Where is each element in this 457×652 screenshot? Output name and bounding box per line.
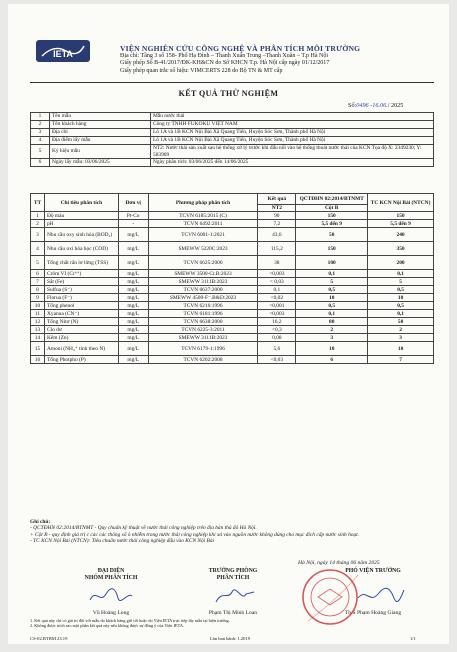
signature-analyst: ĐẠI DIỆN NHÓM PHÂN TÍCH Vũ Hoàng Long: [46, 568, 176, 582]
ieta-logo: [36, 40, 90, 62]
header-line: Địa chỉ: Tầng 3 số 158- Phố Hạ Đình – Thanh Xuân Trung –Thanh Xuân – T.p Hà Nội: [120, 53, 329, 60]
result-tt: 6: [31, 270, 45, 278]
result-tc-limit: 0,5: [368, 286, 434, 294]
result-method: TCVN 6625:2000: [148, 256, 258, 270]
header-line: Giấy phép Số B-41/2017/ĐK-KH&CN do Sở KHCN T.p. Hà Nội cấp ngày 01/12/2017: [120, 60, 330, 67]
result-qc-limit: 0,1: [296, 270, 368, 278]
result-tc-limit: 350: [368, 242, 434, 256]
result-value: 16,2: [258, 318, 296, 326]
result-param: Kẽm (Zn): [44, 334, 118, 342]
result-tt: 12: [31, 318, 45, 326]
info-key: Tên mẫu: [50, 113, 151, 121]
result-row: [31, 342, 434, 356]
info-row: [31, 113, 434, 121]
result-tt: 3: [31, 228, 45, 242]
result-param: pH: [44, 220, 118, 228]
result-qc-limit: 5: [296, 278, 368, 286]
results-table: [30, 193, 434, 364]
result-unit: mg/L: [118, 228, 148, 242]
col-tt: TT: [31, 194, 45, 212]
result-param: Sắt (Fe): [44, 278, 118, 286]
signature-scribble-icon: [88, 586, 134, 606]
result-qc-limit: 2: [296, 326, 368, 334]
result-param: Tổng Photpho (P): [44, 356, 118, 364]
result-row: [31, 270, 434, 278]
result-tc-limit: 5,5 đến 9: [368, 220, 434, 228]
result-method: TCVN 6225-3:2011: [148, 326, 258, 334]
col-unit: Đơn vị: [118, 194, 148, 212]
result-unit: mg/L: [118, 318, 148, 326]
result-value: <0,03: [258, 356, 296, 364]
form-code: CS-02.BTBM 23.19: [30, 636, 68, 641]
footnote: 1. Kết quả này chỉ có giá trị đối với mẫu do khách hàng gửi tới hoặc do Viện IETA trực tiếp lấy mẫu tại hiện trường.: [30, 618, 230, 623]
note-line: + Cột B - quy định giá trị c các các thông số ô nhiễm trong nước thải công nghiệp khi xả vào nguồn nước không dùng cho mục đích cấp nước sinh hoạt.: [30, 531, 359, 538]
result-tc-limit: 2: [368, 326, 434, 334]
result-unit: mg/L: [118, 342, 148, 356]
result-tt: 13: [31, 326, 45, 334]
result-tt: 9: [31, 294, 45, 302]
result-tc-limit: 50: [368, 318, 434, 326]
result-unit: mg/L: [118, 302, 148, 310]
result-qc-limit: 100: [296, 256, 368, 270]
report-page: [8, 4, 449, 644]
col-method: Phương pháp phân tích: [148, 194, 258, 212]
info-num: 1: [31, 113, 50, 121]
report-number: Số:0496 -16.06./ 2025: [348, 102, 404, 109]
result-tt: 7: [31, 278, 45, 286]
col-tc: TC KCN Nội Bài (NTCN): [368, 194, 434, 212]
director-name: Th.S Phạm Hoàng Giang: [344, 610, 402, 616]
signature-director: PHÓ VIỆN TRƯỞNG Th.S Phạm Hoàng Giang: [308, 568, 438, 575]
result-unit: mg/L: [118, 310, 148, 318]
col-result-sub: NT2: [258, 205, 296, 212]
note-line: - TC KCN Nội Bài (NTCN): Tiêu chuẩn nước thải công nghiệp đấu vào KCN Nội Bài: [30, 538, 215, 545]
header-line: Giấy phép quan trắc số hiệu: VIMCERTS 228 do Bộ TN & MT cấp: [120, 67, 283, 74]
result-value: <0,003: [258, 310, 296, 318]
info-key: Ngày lấy mẫu: 03/06/2025: [50, 159, 151, 167]
result-value: 90: [258, 212, 296, 220]
result-param: Clo dư: [44, 326, 118, 334]
result-tc-limit: 200: [368, 256, 434, 270]
info-num: 2: [31, 121, 50, 129]
result-method: TCVN 6179-1:1996: [148, 342, 258, 356]
result-method: TCVN 6216:1996: [148, 302, 258, 310]
col-qc-sub: Cột B: [296, 205, 368, 212]
result-qc-limit: 50: [296, 228, 368, 242]
result-tc-limit: 10: [368, 294, 434, 302]
result-tt: 1: [31, 212, 45, 220]
result-value: <0,001: [258, 302, 296, 310]
result-param: Nhu cầu oxy sinh hóa (BOD₅): [44, 228, 118, 242]
signature-scribble-icon: [356, 586, 406, 606]
result-value: 0,1: [258, 286, 296, 294]
result-tc-limit: 10: [368, 342, 434, 356]
result-row: [31, 242, 434, 256]
result-method: SMEWW 5220C:2023: [148, 242, 258, 256]
result-row: [31, 334, 434, 342]
result-tt: 16: [31, 356, 45, 364]
result-row: [31, 278, 434, 286]
result-tc-limit: 5: [368, 278, 434, 286]
result-tc-limit: 0,1: [368, 270, 434, 278]
info-row: [31, 137, 434, 145]
result-tt: 5: [31, 256, 45, 270]
result-row: [31, 256, 434, 270]
info-row: [31, 145, 434, 159]
result-qc-limit: 150: [296, 212, 368, 220]
result-qc-limit: 10: [296, 294, 368, 302]
info-value: Lô 1A và 1B KCN Nội Bài Xã Quang Tiến, Huyện Sóc Sơn, Thành phố Hà Nội: [151, 137, 434, 145]
result-param: Crôm VI (Cr⁶⁺): [44, 270, 118, 278]
result-unit: mg/L: [118, 294, 148, 302]
result-qc-limit: 80: [296, 318, 368, 326]
result-qc-limit: 10: [296, 342, 368, 356]
handwritten-number: 0496 -16.06.: [356, 102, 388, 109]
signature-head: TRƯỞNG PHÒNG PHÂN TÍCH Phạm Thị Minh Loan: [168, 568, 298, 582]
result-tt: 2: [31, 220, 45, 228]
page-number: 1/1: [410, 636, 416, 641]
result-param: Sulfua (S⁻): [44, 286, 118, 294]
result-method: TCVN 6492:2011: [148, 220, 258, 228]
note-line: - QCTĐHN 02:2014/BTNMT - Quy chuẩn kỹ thuật về nước thải công nghiệp trên địa bàn thủ đô Hà Nội.: [30, 525, 257, 532]
info-key: Ký hiệu mẫu: [50, 145, 151, 159]
institute-header: [120, 45, 440, 75]
info-key: Tên khách hàng: [50, 121, 151, 129]
result-method: TCVN 6185:2015 (C): [148, 212, 258, 220]
result-tc-limit: 240: [368, 228, 434, 242]
result-param: Tổng Nitơ (N): [44, 318, 118, 326]
result-tt: 8: [31, 286, 45, 294]
result-unit: mg/L: [118, 256, 148, 270]
revision: Lần ban hành: 1.2019: [210, 636, 251, 641]
col-param: Chỉ tiêu phân tích: [44, 194, 118, 212]
result-qc-limit: 3: [296, 334, 368, 342]
result-unit: Pt-Co: [118, 212, 148, 220]
info-value: Ngày phân tích: 03/06/2025 đến 14/06/2025: [151, 159, 434, 167]
col-qc: QCTĐHN 02:2014/BTNMT: [296, 194, 368, 205]
result-value: <0,003: [258, 270, 296, 278]
col-result: Kết quả: [258, 194, 296, 205]
info-row: [31, 159, 434, 167]
head-name: Phạm Thị Minh Loan: [208, 610, 258, 616]
result-tc-limit: 0,1: [368, 310, 434, 318]
result-row: [31, 318, 434, 326]
result-row: [31, 294, 434, 302]
footnote: 2. Không được trích sao một phần kết quả này nếu không được sự đồng ý của Viện IETA.: [30, 623, 185, 629]
result-row: [31, 212, 434, 220]
result-qc-limit: 150: [296, 242, 368, 256]
result-unit: mg/L: [118, 326, 148, 334]
result-qc-limit: 0,1: [296, 310, 368, 318]
result-row: [31, 356, 434, 364]
result-unit: mg/L: [118, 242, 148, 256]
notes-label: Ghi chú:: [30, 519, 51, 525]
result-qc-limit: 6: [296, 356, 368, 364]
info-num: 4: [31, 137, 50, 145]
info-value: Lô 1A và 1B KCN Nội Bài Xã Quang Tiến, Huyện Sóc Sơn, Thành phố Hà Nội: [151, 129, 434, 137]
result-method: SMEWW 3111B:2023: [148, 278, 258, 286]
institute-name: VIỆN NGHIÊN CỨU CÔNG NGHỆ VÀ PHÂN TÍCH MÔI TRƯỜNG: [120, 44, 361, 53]
result-method: SMEWW 3111B:2023: [148, 334, 258, 342]
result-param: Tổng chất rắn lơ lửng (TSS): [44, 256, 118, 270]
header-divider: [30, 82, 434, 83]
result-tt: 15: [31, 342, 45, 356]
result-tc-limit: 7: [368, 356, 434, 364]
result-method: TCVN 6181:1996: [148, 310, 258, 318]
result-method: SMEWW 3500-Cr.B:2023: [148, 270, 258, 278]
result-row: [31, 326, 434, 334]
info-key: Địa chỉ: [50, 129, 151, 137]
result-value: 115,2: [258, 242, 296, 256]
info-value: NT2: Nước thải sản xuất sau hệ thống xử lý trước khi đấu nối vào hệ thống thoát nước thải của KCN Tọa độ X: 2349230; Y: 583909: [151, 145, 434, 159]
result-qc-limit: 0,5: [296, 286, 368, 294]
result-tt: 10: [31, 302, 45, 310]
result-tt: 11: [31, 310, 45, 318]
result-row: [31, 220, 434, 228]
result-method: SMEWW 4500-F⁻.B&D:2023: [148, 294, 258, 302]
signature-scribble-icon: [212, 586, 256, 606]
result-value: 43,6: [258, 228, 296, 242]
result-method: TCVN 6202:2008: [148, 356, 258, 364]
result-qc-limit: 0,5: [296, 302, 368, 310]
info-num: 5: [31, 145, 50, 159]
result-value: 38: [258, 256, 296, 270]
sample-info-table: [30, 112, 434, 167]
result-row: [31, 228, 434, 242]
result-param: Độ màu: [44, 212, 118, 220]
info-row: [31, 121, 434, 129]
result-unit: mg/L: [118, 270, 148, 278]
notes: [30, 519, 434, 545]
result-param: Florua (F⁻): [44, 294, 118, 302]
svg-text:IETA: IETA: [53, 49, 73, 59]
result-unit: mg/L: [118, 278, 148, 286]
result-method: TCVN 6001-1:2021: [148, 228, 258, 242]
result-tc-limit: 0,5: [368, 302, 434, 310]
result-tc-limit: 3: [368, 334, 434, 342]
analyst-name: Vũ Hoàng Long: [92, 610, 130, 616]
result-value: 7,2: [258, 220, 296, 228]
info-value: Công ty TNHH FUKOKU VIỆT NAM: [151, 121, 434, 129]
result-row: [31, 310, 434, 318]
result-row: [31, 302, 434, 310]
result-value: <0,3: [258, 326, 296, 334]
info-row: [31, 129, 434, 137]
info-value: Mẫu nước thải: [151, 113, 434, 121]
result-row: [31, 286, 434, 294]
footnotes: [30, 618, 434, 628]
signing-date: Hà Nội, ngày 14 tháng 06 năm 2025: [298, 560, 380, 566]
result-param: Amoni (NH₄⁺ tính theo N): [44, 342, 118, 356]
result-unit: mg/L: [118, 356, 148, 364]
result-unit: mg/L: [118, 334, 148, 342]
info-num: 6: [31, 159, 50, 167]
result-tc-limit: 150: [368, 212, 434, 220]
result-value: <0,02: [258, 294, 296, 302]
result-value: 5,6: [258, 342, 296, 356]
result-tt: 4: [31, 242, 45, 256]
info-key: Địa điểm lấy mẫu: [50, 137, 151, 145]
info-num: 3: [31, 129, 50, 137]
result-tt: 14: [31, 334, 45, 342]
result-value: 0,08: [258, 334, 296, 342]
result-qc-limit: 5,5 đến 9: [296, 220, 368, 228]
result-method: TCVN 6638:2000: [148, 318, 258, 326]
result-method: TCVN 6637:2000: [148, 286, 258, 294]
result-unit: mg/L: [118, 286, 148, 294]
report-title: KẾT QUẢ THỬ NGHIỆM: [178, 89, 279, 98]
result-value: < 0,03: [258, 278, 296, 286]
result-param: Tổng phenol: [44, 302, 118, 310]
result-unit: -: [118, 220, 148, 228]
result-param: Nhu cầu oxi hóa học (COD): [44, 242, 118, 256]
result-param: Xyanua (CN⁻): [44, 310, 118, 318]
